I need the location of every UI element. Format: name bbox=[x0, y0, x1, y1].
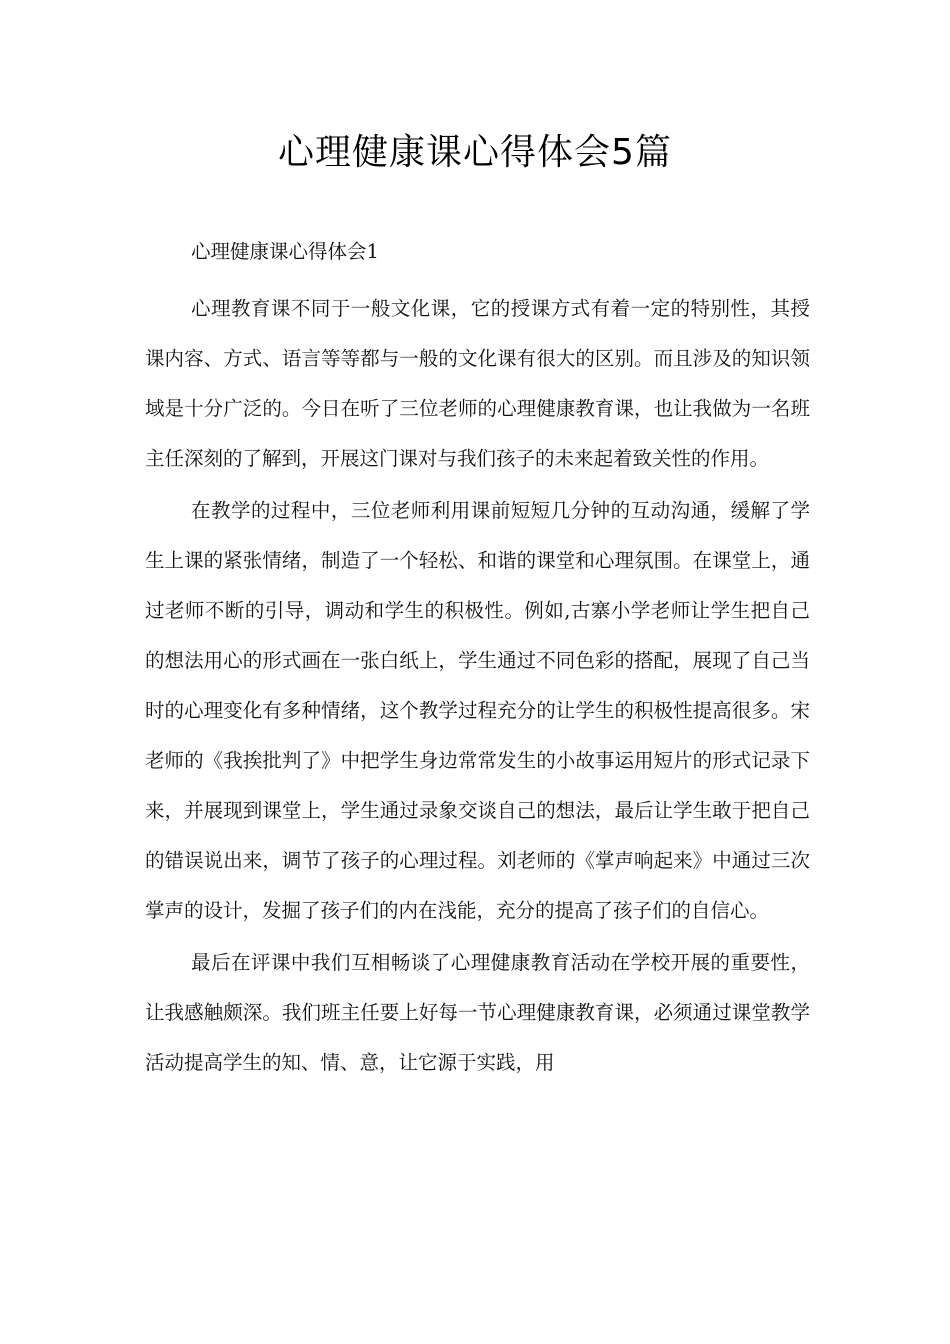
section-heading: 心理健康课心得体会1 bbox=[191, 240, 379, 263]
paragraph-3: 最后在评课中我们互相畅谈了心理健康教育活动在学校开展的重要性，让我感触颇深。我们班主任要上好每一节心理健康教育课，必须通过课堂教学活动提高学生的知、情、意，让它源于实践，用 bbox=[145, 951, 810, 1074]
paragraph-1: 心理教育课不同于一般文化课，它的授课方式有着一定的特别性，其授课内容、方式、语言等等都与一般的文化课有很大的区别。而且涉及的知识领域是十分广泛的。今日在听了三位老师的心理健康教育课，也让我做为一名班主任深刻的了解到，开展这门课对与我们孩子的未来起着致关性的作用。 bbox=[145, 297, 810, 470]
paragraph-2: 在教学的过程中，三位老师利用课前短短几分钟的互动沟通，缓解了学生上课的紧张情绪，制造了一个轻松、和谐的课堂和心理氛围。在课堂上，通过老师不断的引导，调动和学生的积极性。例如,古寨小学老师让学生把自己的想法用心的形式画在一张白纸上，学生通过不同色彩的搭配，展现了自己当时的心理变化有多种情绪，这个教学过程充分的让学生的积极性提高很多。宋老师的《我挨批判了》中把学生身边常常发生的小故事运用短片的形式记录下来，并展现到课堂上，学生通过录象交谈自己的想法，最后让学生敢于把自己的错误说出来，调节了孩子的心理过程。刘老师的《掌声响起来》中通过三次掌声的设计，发掘了孩子们的内在浅能，充分的提高了孩子们的自信心。 bbox=[145, 499, 810, 922]
document-title: 心理健康课心得体会5篇 bbox=[278, 132, 672, 173]
document-body bbox=[145, 232, 810, 1088]
